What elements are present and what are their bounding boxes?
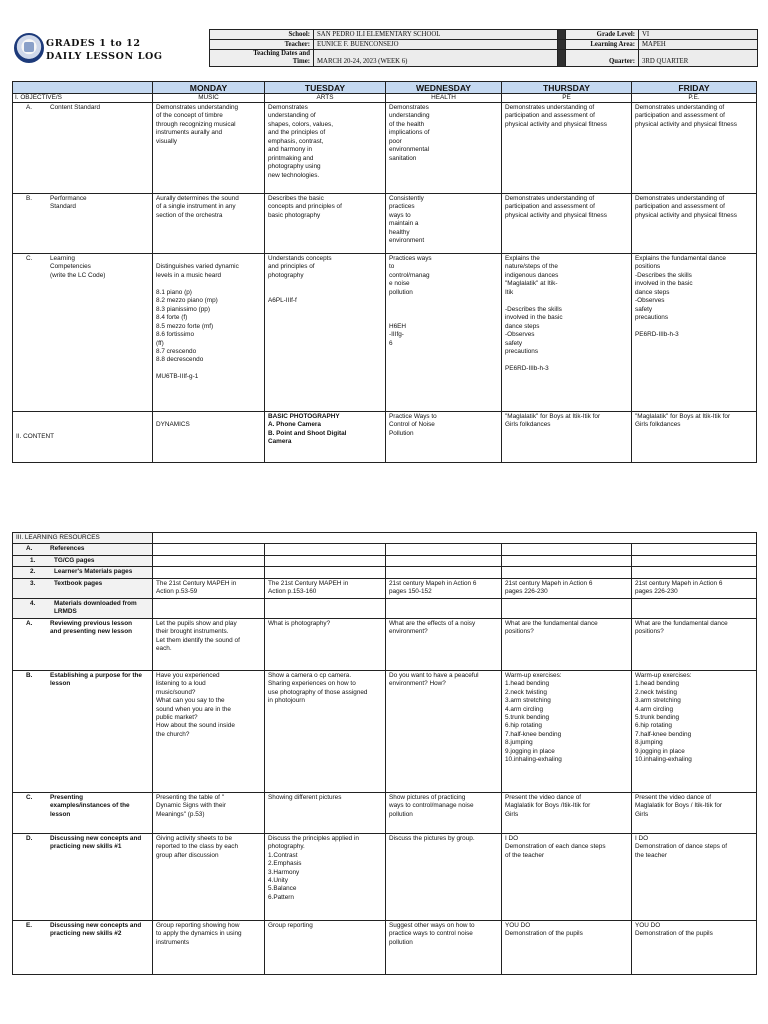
review-tuesday: What is photography?: [265, 618, 386, 670]
discuss1-tuesday: Discuss the principles applied in photography. 1.Contrast 2.Emphasis 3.Harmony 4.Unity 5.Balance 6.Pattern: [265, 833, 386, 920]
learning-area-label: Learning Area:: [566, 40, 639, 50]
materials-lrmds-label: 4. Materials downloaded from LRMDS: [13, 598, 153, 618]
day-thursday: THURSDAY: [502, 82, 632, 94]
discuss2-tuesday: Group reporting: [265, 920, 386, 974]
content-standard-monday: Demonstrates understanding of the concept of timbre through recognizing musical instruments aurally and visually: [153, 103, 265, 194]
content-thursday: "Maglalatik" for Boys at Itik-Itik for Girls folkdances: [502, 412, 632, 463]
learning-resources-section-label: III. LEARNING RESOURCES: [13, 533, 153, 544]
presenting-monday: Presenting the table of " Dynamic Signs with their Meanings" (p.53): [153, 792, 265, 833]
content-standard-friday: Demonstrates understanding of participation and assessment of physical activity and physical fitness: [632, 103, 757, 194]
content-friday: "Maglalatik" for Boys at Itik-Itik for Girls folkdances: [632, 412, 757, 463]
competencies-tuesday: Understands concepts and principles of photography A6PL-IIIf-f: [265, 254, 386, 412]
review-monday: Let the pupils show and play their brought instruments. Let them identify the sound of each.: [153, 618, 265, 670]
content-section-label: II. CONTENT: [13, 412, 153, 463]
subject-wednesday: HEALTH: [386, 94, 502, 103]
discuss1-monday: Giving activity sheets to be reported to the class by each group after discussion: [153, 833, 265, 920]
grade-level-label: Grade Level:: [566, 30, 639, 40]
content-standard-wednesday: Demonstrates understanding of the health implications of poor environmental sanitation: [386, 103, 502, 194]
presenting-examples-label: C. Presenting examples/instances of the lesson: [13, 792, 153, 833]
learning-resources-table: [12, 532, 757, 975]
form-title-line1: GRADES 1 to 12: [46, 38, 141, 49]
objectives-section-label: I. OBJECTIVE/S: [13, 94, 153, 103]
competencies-wednesday: Practices ways to control/manag e noise pollution H6EH -IIIfg- 6: [386, 254, 502, 412]
content-standard-label: A. Content Standard: [13, 103, 153, 194]
objectives-table: [12, 81, 757, 463]
presenting-wednesday: Show pictures of practicing ways to control/manage noise pollution: [386, 792, 502, 833]
subject-thursday: PE: [502, 94, 632, 103]
content-monday: DYNAMICS: [153, 412, 265, 463]
day-monday: MONDAY: [153, 82, 265, 94]
content-wednesday: Practice Ways to Control of Noise Pollution: [386, 412, 502, 463]
content-standard-thursday: Demonstrates understanding of participation and assessment of physical activity and physical fitness: [502, 103, 632, 194]
review-friday: What are the fundamental dance positions?: [632, 618, 757, 670]
learners-materials-label: 2. Learner's Materials pages: [13, 567, 153, 578]
purpose-friday: Warm-up exercises: 1.head bending 2.neck twisting 3.arm stretching 4.arm circling 5.trunk bending 6.hip rotating 7.half-knee bending 8.jumping 9.jogging in place 10.inhaling-exhaling: [632, 670, 757, 792]
learning-area-value: MAPEH: [639, 40, 758, 50]
discuss2-wednesday: Suggest other ways on how to practice ways to control noise pollution: [386, 920, 502, 974]
textbook-friday: 21st century Mapeh in Action 6 pages 226-230: [632, 578, 757, 598]
discuss2-thursday: YOU DO Demonstration of the pupils: [502, 920, 632, 974]
grade-level-value: VI: [639, 30, 758, 40]
day-friday: FRIDAY: [632, 82, 757, 94]
discuss1-friday: I DO Demonstration of dance steps of the teacher: [632, 833, 757, 920]
review-thursday: What are the fundamental dance positions?: [502, 618, 632, 670]
day-tuesday: TUESDAY: [265, 82, 386, 94]
content-standard-tuesday: Demonstrates understanding of shapes, colors, values, and the principles of emphasis, contrast, and harmony in printmaking and photography using new technologies.: [265, 103, 386, 194]
textbook-thursday: 21st century Mapeh in Action 6 pages 226-230: [502, 578, 632, 598]
deped-seal-logo: [14, 33, 44, 63]
performance-standard-friday: Demonstrates understanding of participation and assessment of physical activity and physical fitness: [632, 194, 757, 254]
teaching-dates-label: Teaching Dates and Time:: [210, 50, 314, 67]
content-tuesday: BASIC PHOTOGRAPHY A. Phone Camera B. Point and Shoot Digital Camera: [265, 412, 386, 463]
discuss2-monday: Group reporting showing how to apply the dynamics in using instruments: [153, 920, 265, 974]
teacher-value: EUNICE F. BUENCONSEJO: [314, 40, 558, 50]
teaching-dates-value: MARCH 20-24, 2023 (WEEK 6): [314, 50, 558, 67]
school-value: SAN PEDRO ILI ELEMENTARY SCHOOL: [314, 30, 558, 40]
establishing-purpose-label: B. Establishing a purpose for the lesson: [13, 670, 153, 792]
textbook-monday: The 21st Century MAPEH in Action p.53-59: [153, 578, 265, 598]
purpose-wednesday: Do you want to have a peaceful environment? How?: [386, 670, 502, 792]
form-title-line2: DAILY LESSON LOG: [46, 51, 163, 62]
discuss1-thursday: I DO Demonstration of each dance steps of the teacher: [502, 833, 632, 920]
performance-standard-wednesday: Consistently practices ways to maintain a healthy environment: [386, 194, 502, 254]
discuss2-friday: YOU DO Demonstration of the pupils: [632, 920, 757, 974]
competencies-monday: Distinguishes varied dynamic levels in a music heard 8.1 piano (p) 8.2 mezzo piano (mp) 8.3 pianissimo (pp) 8.4 forte (f) 8.5 mezzo forte (mf) 8.6 fortissimo (ff) 8.7 crescendo 8.8 decrescendo MU6TB-IIIf-g-1: [153, 254, 265, 412]
quarter-label: Quarter:: [566, 50, 639, 67]
discussing-concepts-2-label: E. Discussing new concepts and practicing new skills #2: [13, 920, 153, 974]
quarter-value: 3RD QUARTER: [639, 50, 758, 67]
textbook-tuesday: The 21st Century MAPEH in Action p.153-160: [265, 578, 386, 598]
performance-standard-label: B. Performance Standard: [13, 194, 153, 254]
references-label: A. References: [13, 544, 153, 555]
presenting-thursday: Present the video dance of Maglalatik for Boys /Itik-Itik for Girls: [502, 792, 632, 833]
performance-standard-monday: Aurally determines the sound of a single instrument in any section of the orchestra: [153, 194, 265, 254]
purpose-monday: Have you experienced listening to a loud music/sound? What can you say to the sound when you are in the public market? How about the sound inside the church?: [153, 670, 265, 792]
performance-standard-tuesday: Describes the basic concepts and principles of basic photography: [265, 194, 386, 254]
discuss1-wednesday: Discuss the pictures by group.: [386, 833, 502, 920]
discussing-concepts-1-label: D. Discussing new concepts and practicing new skills #1: [13, 833, 153, 920]
performance-standard-thursday: Demonstrates understanding of participation and assessment of physical activity and physical fitness: [502, 194, 632, 254]
school-label: School:: [210, 30, 314, 40]
subject-friday: P.E.: [632, 94, 757, 103]
presenting-friday: Present the video dance of Maglalatik for Boys / Itik-Itik for Girls: [632, 792, 757, 833]
header-info-table: [209, 29, 758, 67]
presenting-tuesday: Showing different pictures: [265, 792, 386, 833]
learning-competencies-label: C. Learning Competencies (write the LC Code): [13, 254, 153, 412]
textbook-wednesday: 21st century Mapeh in Action 6 pages 150-152: [386, 578, 502, 598]
teacher-label: Teacher:: [210, 40, 314, 50]
day-wednesday: WEDNESDAY: [386, 82, 502, 94]
tg-cg-pages-label: 1. TG/CG pages: [13, 555, 153, 566]
reviewing-lesson-label: A. Reviewing previous lesson and presenting new lesson: [13, 618, 153, 670]
competencies-friday: Explains the fundamental dance positions -Describes the skills involved in the basic dance steps -Observes safety precautions PE6RD-IIIb-h-3: [632, 254, 757, 412]
review-wednesday: What are the effects of a noisy environment?: [386, 618, 502, 670]
purpose-thursday: Warm-up exercises: 1.head bending 2.neck twisting 3.arm stretching 4.arm circling 5.trunk bending 6.hip rotating 7.half-knee bending 8.jumping 9.jogging in place 10.inhaling-exhaling: [502, 670, 632, 792]
subject-tuesday: ARTS: [265, 94, 386, 103]
subject-monday: MUSIC: [153, 94, 265, 103]
competencies-thursday: Explains the nature/steps of the indigenous dances "Maglalatik" at Itik- Itik -Describes the skills involved in the basic dance steps -Observes safety precautions PE6RD-IIIb-h-3: [502, 254, 632, 412]
purpose-tuesday: Show a camera o cp camera. Sharing experiences on how to use photography of those assigned in photojourn: [265, 670, 386, 792]
textbook-pages-label: 3. Textbook pages: [13, 578, 153, 598]
